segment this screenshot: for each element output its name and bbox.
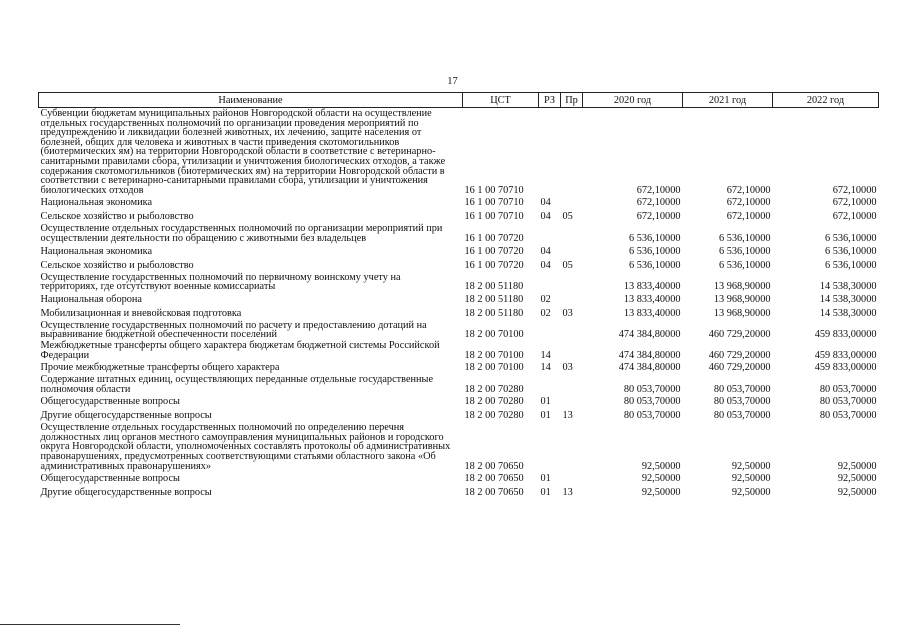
row-2022: 6 536,10000	[825, 259, 877, 271]
row-rz: 14	[540, 349, 551, 361]
row-2020: 13 833,40000	[623, 307, 681, 319]
row-2021: 92,50000	[731, 487, 771, 499]
row-2020: 80 053,70000	[623, 410, 681, 422]
page-number: 17	[447, 76, 458, 87]
table-row	[39, 374, 879, 394]
row-cst: 18 2 00 70280	[464, 396, 524, 408]
header-name: Наименование	[39, 93, 463, 108]
row-cst: 18 2 00 70280	[464, 383, 524, 395]
row-2020: 474 384,80000	[618, 362, 681, 374]
row-2022: 14 538,30000	[819, 307, 877, 319]
row-pr	[561, 320, 583, 340]
row-2022: 92,50000	[837, 460, 877, 472]
row-pr	[561, 223, 583, 243]
row-2020: 474 384,80000	[618, 349, 681, 361]
row-2022: 14 538,30000	[819, 281, 877, 293]
row-cst: 16 1 00 70720	[464, 245, 524, 257]
row-cst: 16 1 00 70720	[464, 232, 524, 244]
row-pr	[561, 340, 583, 360]
table-row	[39, 394, 879, 408]
row-rz: 04	[540, 259, 551, 271]
row-2021: 672,10000	[726, 184, 771, 196]
row-rz: 04	[540, 197, 551, 209]
table-row	[39, 360, 879, 374]
row-cst: 16 1 00 70720	[464, 259, 524, 271]
row-2021: 80 053,70000	[713, 410, 771, 422]
row-2020: 672,10000	[636, 184, 681, 196]
row-cst: 18 2 00 51180	[464, 281, 524, 293]
row-2022: 459 833,00000	[814, 349, 877, 361]
table-row	[39, 340, 879, 360]
row-2020: 13 833,40000	[623, 281, 681, 293]
row-2021: 80 053,70000	[713, 396, 771, 408]
footer-divider	[0, 624, 180, 625]
table-row	[39, 485, 879, 499]
table-row	[39, 223, 879, 243]
row-name: Общегосударственные вопросы	[40, 473, 180, 485]
row-2020: 80 053,70000	[623, 396, 681, 408]
row-2022: 672,10000	[832, 197, 877, 209]
budget-table	[38, 92, 879, 499]
row-2020: 92,50000	[641, 487, 681, 499]
row-2021: 460 729,20000	[708, 362, 771, 374]
row-cst: 18 2 00 70280	[464, 410, 524, 422]
row-pr: 13	[562, 487, 573, 499]
row-pr	[561, 272, 583, 292]
row-2022: 92,50000	[837, 487, 877, 499]
row-name: Субвенции бюджетам муниципальных районов Новгородской области на осуществление отдельных государственных полномочий по организации проведения мероприятий по предупреждению и ликвидации болезней животных, их лечению, защите населения от болезней, общих для человека и животных в части приведения скотомогильников (биотермических ям) на территории Новгородской области в соответствие с ветеринарно-санитарными правилами сбора, утилизации и уничтожения биологических отходов, а также содержания скотомогильников (биотермических ям) на территории Новгородской области в соответствии с ветеринарно-санитарными правилами сбора, утилизации и уничтожения биологических отходов	[40, 108, 446, 196]
row-cst: 18 2 00 70100	[464, 329, 524, 341]
row-2020: 13 833,40000	[623, 293, 681, 305]
row-name: Другие общегосударственные вопросы	[40, 410, 212, 422]
table-row	[39, 209, 879, 223]
row-2021: 460 729,20000	[708, 329, 771, 341]
row-name: Содержание штатных единиц, осуществляющих переданные отдельные государственные полномочия области	[40, 374, 434, 395]
row-2020: 474 384,80000	[618, 329, 681, 341]
header-2020: 2020 год	[583, 93, 683, 108]
row-pr	[561, 108, 583, 196]
row-cst: 16 1 00 70710	[464, 184, 524, 196]
row-name: Другие общегосударственные вопросы	[40, 487, 212, 499]
header-cst: ЦСТ	[463, 93, 539, 108]
row-pr	[561, 292, 583, 306]
row-pr: 13	[562, 410, 573, 422]
row-2022: 80 053,70000	[819, 383, 877, 395]
row-cst: 16 1 00 70710	[464, 197, 524, 209]
table-row	[39, 471, 879, 485]
row-2020: 6 536,10000	[629, 232, 681, 244]
row-2022: 80 053,70000	[819, 396, 877, 408]
row-name: Сельское хозяйство и рыболовство	[40, 259, 194, 271]
row-rz: 04	[540, 211, 551, 223]
table-row	[39, 408, 879, 422]
row-2021: 6 536,10000	[719, 232, 771, 244]
row-rz	[539, 320, 561, 340]
row-rz: 14	[540, 362, 551, 374]
row-rz: 01	[540, 473, 551, 485]
row-2021: 13 968,90000	[713, 307, 771, 319]
row-2021: 92,50000	[731, 460, 771, 472]
row-name: Осуществление отдельных государственных полномочий по определению перечня должностных лиц органов местного самоуправления муниципальных районов и городского округа Новгородской области, уполномоченных составлять протоколы об административных правонарушениях, предусмотренных соответствующими статьями областного закона «Об административных правонарушениях»	[40, 422, 451, 472]
row-2021: 13 968,90000	[713, 281, 771, 293]
row-2021: 672,10000	[726, 197, 771, 209]
row-rz: 01	[540, 410, 551, 422]
row-2022: 80 053,70000	[819, 410, 877, 422]
table-row	[39, 258, 879, 272]
row-cst: 18 2 00 51180	[464, 293, 524, 305]
row-rz: 01	[540, 487, 551, 499]
row-2022: 92,50000	[837, 473, 877, 485]
row-name: Национальная экономика	[40, 245, 153, 257]
table-row	[39, 320, 879, 340]
row-2020: 6 536,10000	[629, 245, 681, 257]
table-row	[39, 272, 879, 292]
row-name: Национальная оборона	[40, 293, 142, 305]
table-row	[39, 292, 879, 306]
header-rz: РЗ	[539, 93, 561, 108]
row-cst: 18 2 00 70100	[464, 362, 524, 374]
table-body	[39, 108, 879, 500]
row-2020: 672,10000	[636, 197, 681, 209]
row-rz	[539, 374, 561, 394]
row-2022: 14 538,30000	[819, 293, 877, 305]
row-cst: 18 2 00 70650	[464, 473, 524, 485]
row-2021: 13 968,90000	[713, 293, 771, 305]
table-row	[39, 244, 879, 258]
table-row	[39, 108, 879, 196]
row-rz: 02	[540, 293, 551, 305]
row-2020: 80 053,70000	[623, 383, 681, 395]
row-pr: 05	[562, 211, 573, 223]
row-name: Сельское хозяйство и рыболовство	[40, 211, 194, 223]
row-name: Национальная экономика	[40, 197, 153, 209]
row-pr	[561, 244, 583, 258]
row-pr: 03	[562, 307, 573, 319]
row-2022: 6 536,10000	[825, 245, 877, 257]
row-cst: 18 2 00 70100	[464, 349, 524, 361]
row-2021: 672,10000	[726, 211, 771, 223]
row-2021: 92,50000	[731, 473, 771, 485]
table-row	[39, 195, 879, 209]
row-2022: 6 536,10000	[825, 232, 877, 244]
row-name: Общегосударственные вопросы	[40, 396, 180, 408]
row-rz	[539, 272, 561, 292]
header-2022: 2022 год	[773, 93, 879, 108]
row-cst: 18 2 00 70650	[464, 487, 524, 499]
row-cst: 16 1 00 70710	[464, 211, 524, 223]
row-rz: 01	[540, 396, 551, 408]
row-rz	[539, 223, 561, 243]
row-2022: 459 833,00000	[814, 329, 877, 341]
row-name: Мобилизационная и вневойсковая подготовка	[40, 307, 242, 319]
row-name: Прочие межбюджетные трансферты общего характера	[40, 362, 280, 374]
row-pr: 05	[562, 259, 573, 271]
row-name: Осуществление государственных полномочий по первичному воинскому учету на территориях, где отсутствуют военные комиссариаты	[40, 271, 401, 293]
row-rz: 04	[540, 245, 551, 257]
row-name: Межбюджетные трансферты общего характера бюджетам бюджетной системы Российской Федерации	[40, 339, 440, 361]
row-2020: 92,50000	[641, 460, 681, 472]
row-2022: 459 833,00000	[814, 362, 877, 374]
row-2021: 6 536,10000	[719, 259, 771, 271]
header-2021: 2021 год	[683, 93, 773, 108]
row-cst: 18 2 00 70650	[464, 460, 524, 472]
row-pr: 03	[562, 362, 573, 374]
row-cst: 18 2 00 51180	[464, 307, 524, 319]
header-pr: Пр	[561, 93, 583, 108]
row-pr	[561, 195, 583, 209]
table-row	[39, 422, 879, 471]
table-header-row	[39, 93, 879, 108]
row-2020: 672,10000	[636, 211, 681, 223]
row-name: Осуществление государственных полномочий по расчету и предоставлению дотаций на выравнивание бюджетной обеспеченности поселений	[40, 319, 427, 341]
row-pr	[561, 422, 583, 471]
row-2022: 672,10000	[832, 211, 877, 223]
table-row	[39, 306, 879, 320]
row-rz	[539, 422, 561, 471]
row-pr	[561, 374, 583, 394]
row-pr	[561, 394, 583, 408]
row-name: Осуществление отдельных государственных полномочий по организации мероприятий при осуществлении деятельности по обращению с животными без владельцев	[40, 223, 443, 244]
row-2022: 672,10000	[832, 184, 877, 196]
row-2021: 80 053,70000	[713, 383, 771, 395]
row-2021: 460 729,20000	[708, 349, 771, 361]
row-pr	[561, 471, 583, 485]
row-2021: 6 536,10000	[719, 245, 771, 257]
row-rz	[539, 108, 561, 196]
row-2020: 92,50000	[641, 473, 681, 485]
row-rz: 02	[540, 307, 551, 319]
row-2020: 6 536,10000	[629, 259, 681, 271]
